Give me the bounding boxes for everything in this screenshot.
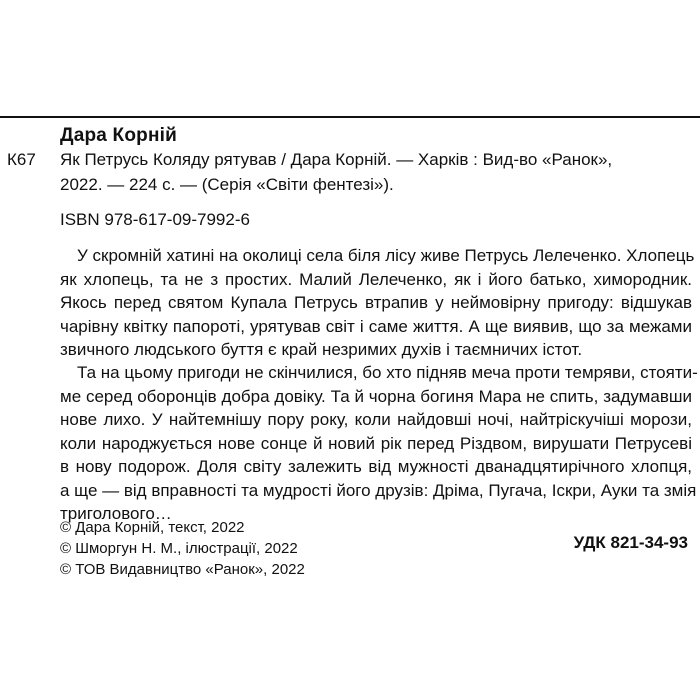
top-divider-line [0, 116, 700, 118]
author-heading: Дара Корній [60, 125, 177, 146]
isbn: ISBN 978-617-09-7992-6 [60, 210, 250, 229]
bibliographic-line: Як Петрусь Коляду рятував / Дара Корній. — Харків : Вид-во «Ранок», [60, 150, 613, 169]
annotation-line: триголового… [60, 504, 172, 523]
udc-code: УДК 821-34-93 [573, 533, 688, 552]
copyright-line: © ТОВ Видавництво «Ранок», 2022 [60, 561, 305, 578]
annotation-paragraph-2 [60, 361, 698, 526]
annotation-line: звичного людського буття є край незримих духів і таємничих істот. [60, 340, 583, 359]
copyright-list [60, 517, 305, 580]
annotation-line: Та на цьому пригоди не скінчилися, бо хто підняв меча проти темряви, стояти- [77, 363, 698, 382]
annotation-line: чарівну квітку папороті, урятував світ і саме життя. А ще виявив, що за межами [60, 316, 692, 336]
annotation-line: а ще — від вправності та мудрості його друзів: Дріма, Пугача, Іскри, Ауки та змія [60, 480, 697, 500]
annotation-line: в нову подорож. Доля світу залежить від мужності дванадцятирічного хлопця, [60, 457, 692, 476]
catalog-code: К67 [7, 150, 36, 169]
annotation-line: ме серед оборонців добра довіку. Та й чорна богиня Мара не спить, задумавши [60, 386, 692, 406]
annotation-line: коли народжується нове сонце й новий рік перед Різдвом, вирушати Петрусеві [60, 433, 692, 453]
annotation-line: як хлопець, та не з простих. Малий Лелеченко, як і його батько, химородник. [60, 269, 692, 289]
annotation-line: У скромній хатині на околиці села біля лісу живе Петрусь Лелеченко. Хлопець [77, 246, 695, 265]
copyright-line: © Дара Корній, текст, 2022 [60, 519, 245, 536]
annotation-line: нове лихо. У найтемнішу пору року, коли найдовші ночі, найтріскучіші морози, [60, 410, 692, 429]
annotation-line: Якось перед святом Купала Петрусь втрапив у неймовірну пригоду: відшукав [60, 293, 692, 312]
copyright-line: © Шморгун Н. М., ілюстрації, 2022 [60, 540, 298, 557]
bibliographic-line: 2022. — 224 с. — (Серія «Світи фентезі»). [60, 175, 394, 194]
annotation-paragraph-1 [60, 244, 695, 362]
